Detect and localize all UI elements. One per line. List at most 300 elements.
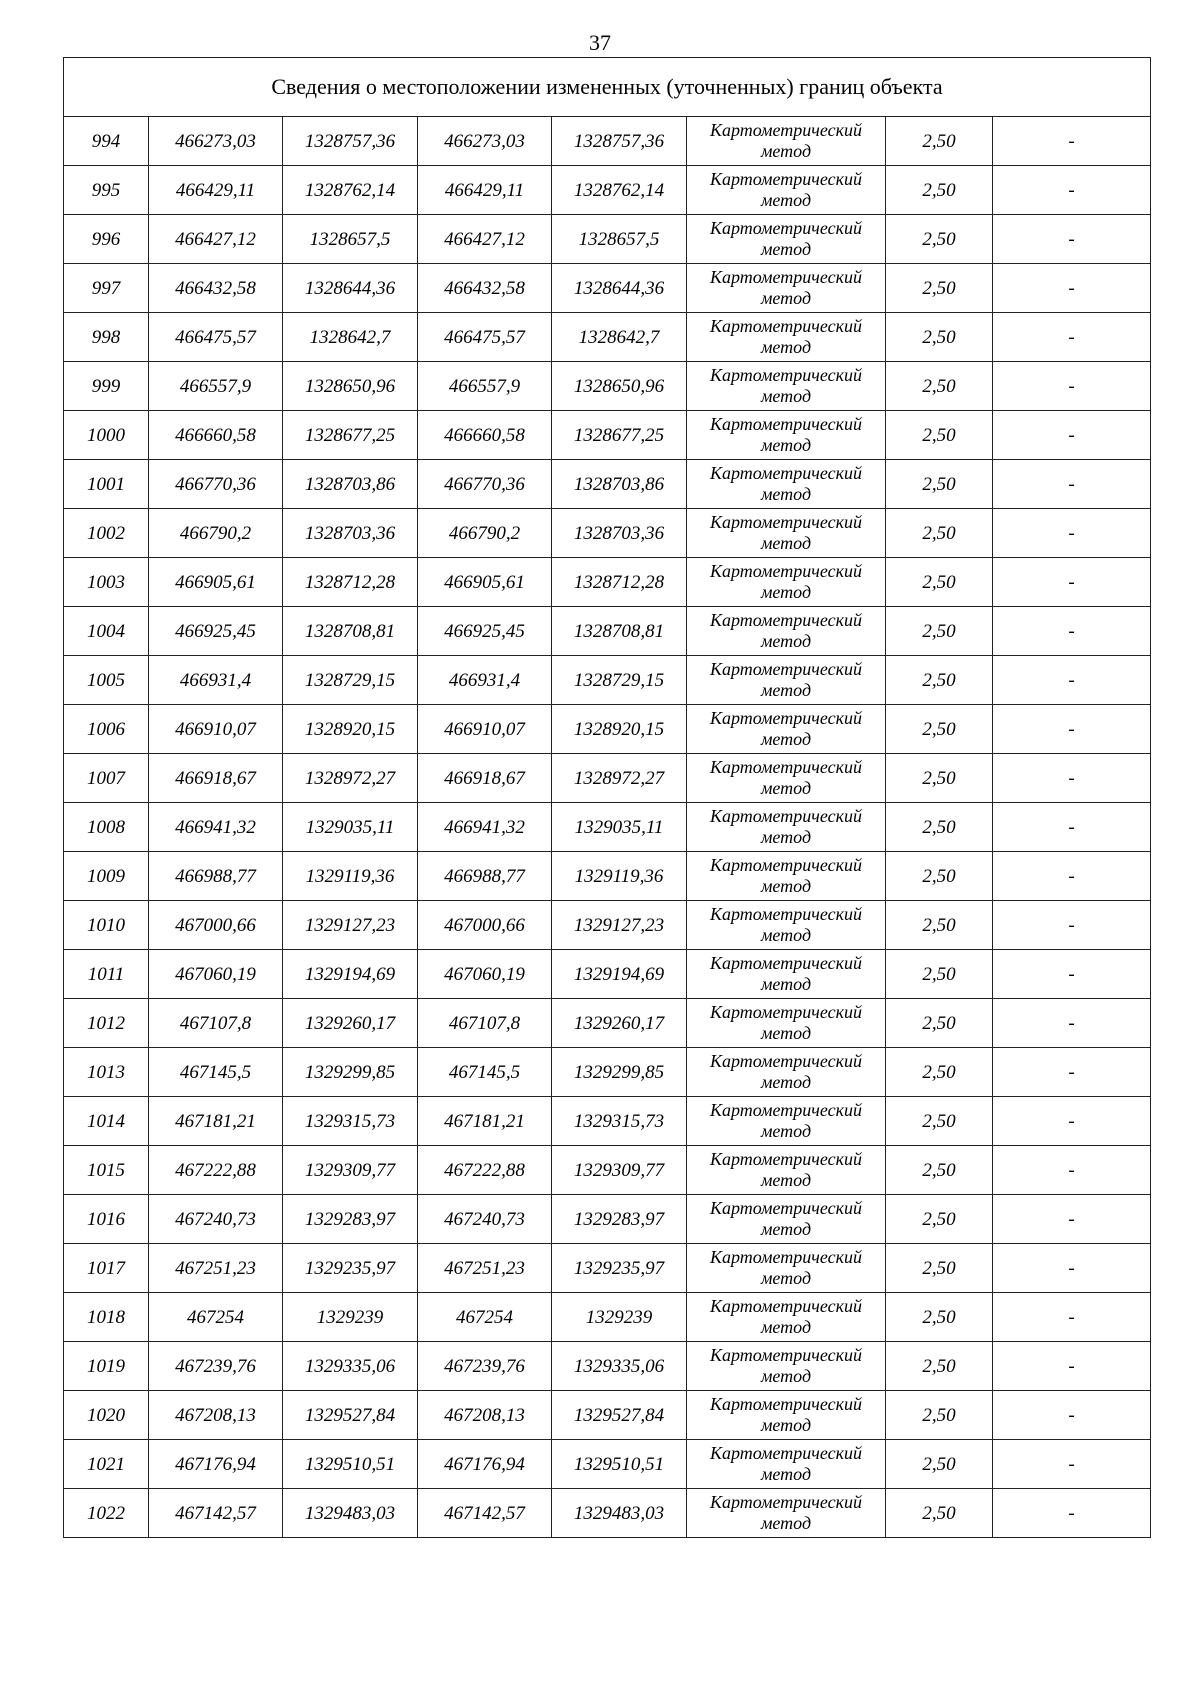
table-row <box>64 117 1151 166</box>
point-number-cell: 1010 <box>64 901 149 950</box>
point-number-cell: 1005 <box>64 656 149 705</box>
x-existing-cell: 466660,58 <box>149 411 283 460</box>
table-row <box>64 803 1151 852</box>
method-line-1: Картометрический <box>709 1345 862 1365</box>
description-cell: - <box>993 264 1151 313</box>
accuracy-cell: 2,50 <box>886 460 993 509</box>
accuracy-cell: 2,50 <box>886 215 993 264</box>
method-line-1: Картометрический <box>709 1247 862 1267</box>
x-new-cell: 467060,19 <box>418 950 552 999</box>
point-number-cell: 1015 <box>64 1146 149 1195</box>
method-line-1: Картометрический <box>709 659 862 679</box>
description-cell: - <box>993 166 1151 215</box>
x-existing-cell: 467060,19 <box>149 950 283 999</box>
x-existing-cell: 466432,58 <box>149 264 283 313</box>
accuracy-cell: 2,50 <box>886 264 993 313</box>
table-row <box>64 558 1151 607</box>
table-row <box>64 852 1151 901</box>
y-new-cell: 1329127,23 <box>552 901 687 950</box>
point-number-cell: 995 <box>64 166 149 215</box>
y-new-cell: 1328762,14 <box>552 166 687 215</box>
accuracy-cell: 2,50 <box>886 1244 993 1293</box>
x-new-cell: 466910,07 <box>418 705 552 754</box>
y-new-cell: 1328972,27 <box>552 754 687 803</box>
accuracy-cell: 2,50 <box>886 754 993 803</box>
table-row <box>64 411 1151 460</box>
x-new-cell: 467239,76 <box>418 1342 552 1391</box>
y-existing-cell: 1329527,84 <box>283 1391 418 1440</box>
accuracy-cell: 2,50 <box>886 852 993 901</box>
method-line-1: Картометрический <box>709 512 862 532</box>
method-line-2: метод <box>760 239 812 259</box>
y-new-cell: 1329260,17 <box>552 999 687 1048</box>
method-cell <box>687 215 886 264</box>
method-line-2: метод <box>760 1170 812 1190</box>
method-line-1: Картометрический <box>709 120 862 140</box>
x-existing-cell: 466770,36 <box>149 460 283 509</box>
x-new-cell: 466660,58 <box>418 411 552 460</box>
description-cell: - <box>993 558 1151 607</box>
y-existing-cell: 1329194,69 <box>283 950 418 999</box>
x-new-cell: 467181,21 <box>418 1097 552 1146</box>
y-existing-cell: 1328657,5 <box>283 215 418 264</box>
table-row <box>64 705 1151 754</box>
point-number-cell: 1021 <box>64 1440 149 1489</box>
method-cell <box>687 1342 886 1391</box>
y-new-cell: 1329194,69 <box>552 950 687 999</box>
point-number-cell: 1001 <box>64 460 149 509</box>
method-cell <box>687 1440 886 1489</box>
point-number-cell: 1002 <box>64 509 149 558</box>
accuracy-cell: 2,50 <box>886 803 993 852</box>
method-line-2: метод <box>760 141 812 161</box>
description-cell: - <box>993 460 1151 509</box>
y-existing-cell: 1328677,25 <box>283 411 418 460</box>
method-line-1: Картометрический <box>709 1492 862 1512</box>
x-new-cell: 466273,03 <box>418 117 552 166</box>
point-number-cell: 1008 <box>64 803 149 852</box>
x-new-cell: 467176,94 <box>418 1440 552 1489</box>
method-line-2: метод <box>760 288 812 308</box>
y-new-cell: 1329483,03 <box>552 1489 687 1538</box>
y-new-cell: 1329239 <box>552 1293 687 1342</box>
y-new-cell: 1328703,36 <box>552 509 687 558</box>
method-line-1: Картометрический <box>709 414 862 434</box>
description-cell: - <box>993 117 1151 166</box>
accuracy-cell: 2,50 <box>886 558 993 607</box>
description-cell: - <box>993 999 1151 1048</box>
description-cell: - <box>993 362 1151 411</box>
table-row <box>64 754 1151 803</box>
x-existing-cell: 466910,07 <box>149 705 283 754</box>
x-new-cell: 467254 <box>418 1293 552 1342</box>
x-existing-cell: 466557,9 <box>149 362 283 411</box>
x-new-cell: 466770,36 <box>418 460 552 509</box>
method-line-2: метод <box>760 1366 812 1386</box>
method-line-2: метод <box>760 1415 812 1435</box>
y-existing-cell: 1329239 <box>283 1293 418 1342</box>
x-existing-cell: 466427,12 <box>149 215 283 264</box>
y-new-cell: 1329035,11 <box>552 803 687 852</box>
method-line-1: Картометрический <box>709 610 862 630</box>
x-existing-cell: 466918,67 <box>149 754 283 803</box>
table-row <box>64 1489 1151 1538</box>
y-new-cell: 1328708,81 <box>552 607 687 656</box>
y-existing-cell: 1328703,86 <box>283 460 418 509</box>
table-row <box>64 166 1151 215</box>
x-existing-cell: 466925,45 <box>149 607 283 656</box>
method-line-2: метод <box>760 631 812 651</box>
method-cell <box>687 117 886 166</box>
point-number-cell: 997 <box>64 264 149 313</box>
y-existing-cell: 1329315,73 <box>283 1097 418 1146</box>
description-cell: - <box>993 852 1151 901</box>
x-new-cell: 466988,77 <box>418 852 552 901</box>
method-line-2: метод <box>760 729 812 749</box>
method-cell <box>687 509 886 558</box>
point-number-cell: 1022 <box>64 1489 149 1538</box>
method-line-1: Картометрический <box>709 855 862 875</box>
y-existing-cell: 1329483,03 <box>283 1489 418 1538</box>
description-cell: - <box>993 411 1151 460</box>
table-row <box>64 215 1151 264</box>
method-cell <box>687 754 886 803</box>
description-cell: - <box>993 1440 1151 1489</box>
description-cell: - <box>993 1097 1151 1146</box>
method-line-2: метод <box>760 582 812 602</box>
table-row <box>64 509 1151 558</box>
method-cell <box>687 264 886 313</box>
point-number-cell: 1004 <box>64 607 149 656</box>
method-line-1: Картометрический <box>709 1394 862 1414</box>
point-number-cell: 1003 <box>64 558 149 607</box>
method-line-1: Картометрический <box>709 267 862 287</box>
method-line-2: метод <box>760 337 812 357</box>
description-cell: - <box>993 1391 1151 1440</box>
accuracy-cell: 2,50 <box>886 607 993 656</box>
y-new-cell: 1328677,25 <box>552 411 687 460</box>
accuracy-cell: 2,50 <box>886 117 993 166</box>
method-line-2: метод <box>760 435 812 455</box>
table-row <box>64 313 1151 362</box>
table-body <box>64 58 1151 1538</box>
x-new-cell: 467208,13 <box>418 1391 552 1440</box>
y-new-cell: 1329527,84 <box>552 1391 687 1440</box>
y-existing-cell: 1329127,23 <box>283 901 418 950</box>
point-number-cell: 1011 <box>64 950 149 999</box>
y-new-cell: 1328657,5 <box>552 215 687 264</box>
accuracy-cell: 2,50 <box>886 1391 993 1440</box>
accuracy-cell: 2,50 <box>886 166 993 215</box>
description-cell: - <box>993 1146 1151 1195</box>
x-new-cell: 466931,4 <box>418 656 552 705</box>
description-cell: - <box>993 656 1151 705</box>
y-new-cell: 1328703,86 <box>552 460 687 509</box>
method-line-1: Картометрический <box>709 169 862 189</box>
y-existing-cell: 1328703,36 <box>283 509 418 558</box>
x-new-cell: 466475,57 <box>418 313 552 362</box>
table-title: Сведения о местоположении измененных (уточненных) границ объекта <box>64 58 1151 117</box>
method-line-1: Картометрический <box>709 463 862 483</box>
method-cell <box>687 411 886 460</box>
x-existing-cell: 466905,61 <box>149 558 283 607</box>
method-cell <box>687 1489 886 1538</box>
method-cell <box>687 950 886 999</box>
method-line-2: метод <box>760 1121 812 1141</box>
point-number-cell: 1012 <box>64 999 149 1048</box>
method-cell <box>687 1146 886 1195</box>
method-line-2: метод <box>760 876 812 896</box>
method-line-1: Картометрический <box>709 1051 862 1071</box>
description-cell: - <box>993 803 1151 852</box>
x-existing-cell: 467176,94 <box>149 1440 283 1489</box>
y-existing-cell: 1328712,28 <box>283 558 418 607</box>
y-new-cell: 1329119,36 <box>552 852 687 901</box>
table-title-row <box>64 58 1151 117</box>
method-line-1: Картометрический <box>709 316 862 336</box>
method-line-2: метод <box>760 190 812 210</box>
method-line-2: метод <box>760 1513 812 1533</box>
table-row <box>64 1440 1151 1489</box>
point-number-cell: 1006 <box>64 705 149 754</box>
description-cell: - <box>993 901 1151 950</box>
point-number-cell: 1014 <box>64 1097 149 1146</box>
x-new-cell: 467145,5 <box>418 1048 552 1097</box>
method-line-2: метод <box>760 533 812 553</box>
y-existing-cell: 1328920,15 <box>283 705 418 754</box>
y-new-cell: 1328920,15 <box>552 705 687 754</box>
accuracy-cell: 2,50 <box>886 411 993 460</box>
y-new-cell: 1329335,06 <box>552 1342 687 1391</box>
point-number-cell: 996 <box>64 215 149 264</box>
method-cell <box>687 1097 886 1146</box>
method-line-2: метод <box>760 1268 812 1288</box>
method-line-1: Картометрический <box>709 1149 862 1169</box>
y-existing-cell: 1329299,85 <box>283 1048 418 1097</box>
accuracy-cell: 2,50 <box>886 1048 993 1097</box>
description-cell: - <box>993 1244 1151 1293</box>
method-cell <box>687 1048 886 1097</box>
table-row <box>64 1293 1151 1342</box>
x-existing-cell: 467239,76 <box>149 1342 283 1391</box>
x-existing-cell: 467181,21 <box>149 1097 283 1146</box>
method-line-2: метод <box>760 974 812 994</box>
x-existing-cell: 467251,23 <box>149 1244 283 1293</box>
table-row <box>64 1342 1151 1391</box>
method-line-1: Картометрический <box>709 365 862 385</box>
y-existing-cell: 1329119,36 <box>283 852 418 901</box>
x-existing-cell: 466931,4 <box>149 656 283 705</box>
x-new-cell: 466557,9 <box>418 362 552 411</box>
x-existing-cell: 467107,8 <box>149 999 283 1048</box>
method-cell <box>687 607 886 656</box>
table-row <box>64 1195 1151 1244</box>
point-number-cell: 1019 <box>64 1342 149 1391</box>
accuracy-cell: 2,50 <box>886 1489 993 1538</box>
y-existing-cell: 1329235,97 <box>283 1244 418 1293</box>
method-cell <box>687 460 886 509</box>
point-number-cell: 998 <box>64 313 149 362</box>
accuracy-cell: 2,50 <box>886 656 993 705</box>
accuracy-cell: 2,50 <box>886 1293 993 1342</box>
x-new-cell: 467222,88 <box>418 1146 552 1195</box>
x-existing-cell: 466475,57 <box>149 313 283 362</box>
method-line-2: метод <box>760 484 812 504</box>
description-cell: - <box>993 1195 1151 1244</box>
x-new-cell: 467142,57 <box>418 1489 552 1538</box>
description-cell: - <box>993 313 1151 362</box>
point-number-cell: 1016 <box>64 1195 149 1244</box>
y-existing-cell: 1328729,15 <box>283 656 418 705</box>
x-new-cell: 466941,32 <box>418 803 552 852</box>
method-cell <box>687 1293 886 1342</box>
method-line-1: Картометрический <box>709 1443 862 1463</box>
y-new-cell: 1328729,15 <box>552 656 687 705</box>
method-cell <box>687 901 886 950</box>
method-line-2: метод <box>760 680 812 700</box>
description-cell: - <box>993 1048 1151 1097</box>
point-number-cell: 1013 <box>64 1048 149 1097</box>
table-row <box>64 1244 1151 1293</box>
accuracy-cell: 2,50 <box>886 1195 993 1244</box>
table-row <box>64 460 1151 509</box>
y-existing-cell: 1328650,96 <box>283 362 418 411</box>
method-cell <box>687 852 886 901</box>
y-existing-cell: 1328644,36 <box>283 264 418 313</box>
y-existing-cell: 1328762,14 <box>283 166 418 215</box>
y-new-cell: 1328712,28 <box>552 558 687 607</box>
method-cell <box>687 803 886 852</box>
method-cell <box>687 558 886 607</box>
method-line-1: Картометрический <box>709 218 862 238</box>
accuracy-cell: 2,50 <box>886 950 993 999</box>
accuracy-cell: 2,50 <box>886 705 993 754</box>
y-new-cell: 1329315,73 <box>552 1097 687 1146</box>
y-existing-cell: 1328708,81 <box>283 607 418 656</box>
y-new-cell: 1329510,51 <box>552 1440 687 1489</box>
y-existing-cell: 1329283,97 <box>283 1195 418 1244</box>
method-line-2: метод <box>760 386 812 406</box>
description-cell: - <box>993 705 1151 754</box>
x-existing-cell: 466429,11 <box>149 166 283 215</box>
x-existing-cell: 466988,77 <box>149 852 283 901</box>
description-cell: - <box>993 215 1151 264</box>
point-number-cell: 994 <box>64 117 149 166</box>
method-cell <box>687 1391 886 1440</box>
y-existing-cell: 1329335,06 <box>283 1342 418 1391</box>
x-new-cell: 467000,66 <box>418 901 552 950</box>
method-line-2: метод <box>760 1023 812 1043</box>
x-new-cell: 466905,61 <box>418 558 552 607</box>
method-line-1: Картометрический <box>709 1100 862 1120</box>
description-cell: - <box>993 754 1151 803</box>
method-line-1: Картометрический <box>709 806 862 826</box>
x-new-cell: 466925,45 <box>418 607 552 656</box>
x-existing-cell: 467208,13 <box>149 1391 283 1440</box>
table-row <box>64 1146 1151 1195</box>
method-line-1: Картометрический <box>709 1198 862 1218</box>
x-new-cell: 466432,58 <box>418 264 552 313</box>
method-line-1: Картометрический <box>709 904 862 924</box>
table-row <box>64 1097 1151 1146</box>
method-line-1: Картометрический <box>709 1296 862 1316</box>
table-row <box>64 999 1151 1048</box>
page-number: 37 <box>589 30 611 55</box>
x-new-cell: 466790,2 <box>418 509 552 558</box>
y-existing-cell: 1329260,17 <box>283 999 418 1048</box>
table-row <box>64 607 1151 656</box>
method-cell <box>687 1195 886 1244</box>
method-line-2: метод <box>760 827 812 847</box>
table-row <box>64 656 1151 705</box>
x-new-cell: 466429,11 <box>418 166 552 215</box>
table-row <box>64 950 1151 999</box>
method-line-1: Картометрический <box>709 757 862 777</box>
point-number-cell: 1017 <box>64 1244 149 1293</box>
y-new-cell: 1328642,7 <box>552 313 687 362</box>
y-existing-cell: 1329309,77 <box>283 1146 418 1195</box>
x-new-cell: 467240,73 <box>418 1195 552 1244</box>
description-cell: - <box>993 1342 1151 1391</box>
x-existing-cell: 467254 <box>149 1293 283 1342</box>
x-new-cell: 467107,8 <box>418 999 552 1048</box>
y-new-cell: 1329235,97 <box>552 1244 687 1293</box>
accuracy-cell: 2,50 <box>886 1342 993 1391</box>
method-line-2: метод <box>760 1464 812 1484</box>
accuracy-cell: 2,50 <box>886 362 993 411</box>
method-line-1: Картометрический <box>709 708 862 728</box>
y-existing-cell: 1328757,36 <box>283 117 418 166</box>
accuracy-cell: 2,50 <box>886 1146 993 1195</box>
method-line-2: метод <box>760 778 812 798</box>
point-number-cell: 1018 <box>64 1293 149 1342</box>
method-cell <box>687 656 886 705</box>
method-line-1: Картометрический <box>709 1002 862 1022</box>
table-row <box>64 901 1151 950</box>
method-cell <box>687 313 886 362</box>
x-new-cell: 466918,67 <box>418 754 552 803</box>
accuracy-cell: 2,50 <box>886 999 993 1048</box>
method-cell <box>687 999 886 1048</box>
accuracy-cell: 2,50 <box>886 1097 993 1146</box>
x-new-cell: 467251,23 <box>418 1244 552 1293</box>
table-row <box>64 362 1151 411</box>
y-existing-cell: 1329035,11 <box>283 803 418 852</box>
point-number-cell: 1000 <box>64 411 149 460</box>
method-line-1: Картометрический <box>709 953 862 973</box>
x-existing-cell: 467240,73 <box>149 1195 283 1244</box>
method-line-2: метод <box>760 1317 812 1337</box>
method-line-2: метод <box>760 925 812 945</box>
y-new-cell: 1328644,36 <box>552 264 687 313</box>
description-cell: - <box>993 607 1151 656</box>
point-number-cell: 999 <box>64 362 149 411</box>
accuracy-cell: 2,50 <box>886 313 993 362</box>
x-existing-cell: 466941,32 <box>149 803 283 852</box>
y-existing-cell: 1328972,27 <box>283 754 418 803</box>
x-new-cell: 466427,12 <box>418 215 552 264</box>
method-cell <box>687 1244 886 1293</box>
method-cell <box>687 705 886 754</box>
y-new-cell: 1329283,97 <box>552 1195 687 1244</box>
table-row <box>64 1048 1151 1097</box>
method-line-2: метод <box>760 1219 812 1239</box>
accuracy-cell: 2,50 <box>886 509 993 558</box>
boundary-coordinates-table <box>63 57 1151 1538</box>
x-existing-cell: 466273,03 <box>149 117 283 166</box>
point-number-cell: 1020 <box>64 1391 149 1440</box>
y-new-cell: 1328650,96 <box>552 362 687 411</box>
